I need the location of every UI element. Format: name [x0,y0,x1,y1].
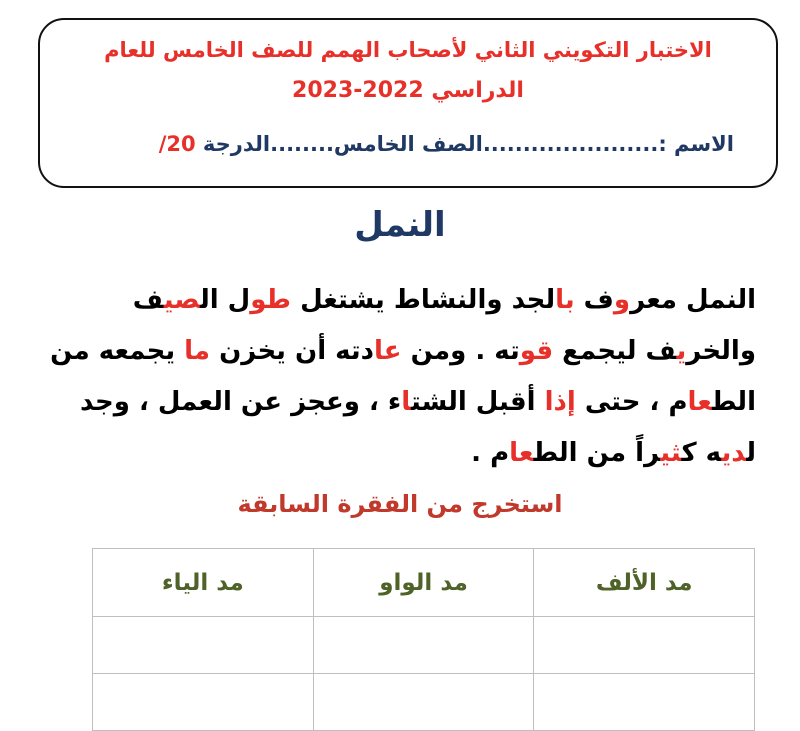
highlighted-letters: دي [721,438,747,468]
highlighted-letters: ي [676,336,687,366]
passage-text: ف [574,285,614,315]
highlighted-letters: عا [509,438,534,468]
passage-text: ء ، وعجز عن العمل ، وجد ل [79,387,756,468]
passage-text: ته . ومن [401,336,520,366]
answer-cell[interactable] [313,674,534,731]
highlighted-letters: عا [374,336,402,366]
highlighted-letters: ما [184,336,211,366]
passage-text: م . [471,438,510,468]
exam-title-line2: الدراسي 2022-2023 [292,78,524,103]
answer-cell[interactable] [93,674,314,731]
answer-cell[interactable] [534,617,755,674]
answer-cell[interactable] [93,617,314,674]
highlighted-letters: صي [163,285,200,315]
table-row [93,674,755,731]
exercise-instruction: استخرج من الفقرة السابقة [237,490,563,518]
passage-text: أقبل الشت [411,387,545,417]
passage-text: لجد والنشاط يشتغل [291,285,556,315]
passage-text: يجمعه من الط [50,336,756,417]
highlighted-letters: إذا [544,387,576,417]
highlighted-letters: عا [687,387,712,417]
exam-title-line1: الاختبار التكويني الثاني لأصحاب الهمم للصف الخامس للعام [104,38,712,62]
column-header-yaa: مد الياء [93,549,314,617]
passage-text: النمل معر [630,285,756,315]
passage-text: ل ال [199,285,251,315]
column-header-alef: مد الألف [534,549,755,617]
student-info-line [159,132,734,156]
highlighted-letters: طو [250,285,292,315]
passage-text: ه ك [681,438,722,468]
highlighted-letters: ثي [660,438,682,468]
answer-table [92,548,755,731]
reading-passage [36,275,756,479]
exam-header-box [38,18,778,188]
passage-text: ف والخر [132,285,756,366]
highlighted-letters: با [555,285,575,315]
highlighted-letters: ا [401,387,411,417]
name-class-grade-field: الاسم :......................الصف الخامس........الدرجة [195,132,734,156]
passage-text: دته أن يخزن [210,336,375,366]
highlighted-letters: قو [519,336,554,366]
passage-title: النمل [354,205,446,245]
answer-cell[interactable] [313,617,534,674]
passage-text: م ، حتى [575,387,688,417]
passage-text: راً من الط [533,438,661,468]
highlighted-letters: و [613,285,631,315]
total-score: 20/ [158,132,196,156]
answer-cell[interactable] [534,674,755,731]
column-header-waw: مد الواو [313,549,534,617]
passage-text: ف ليجمع [553,336,677,366]
table-header-row [93,549,755,617]
table-row [93,617,755,674]
